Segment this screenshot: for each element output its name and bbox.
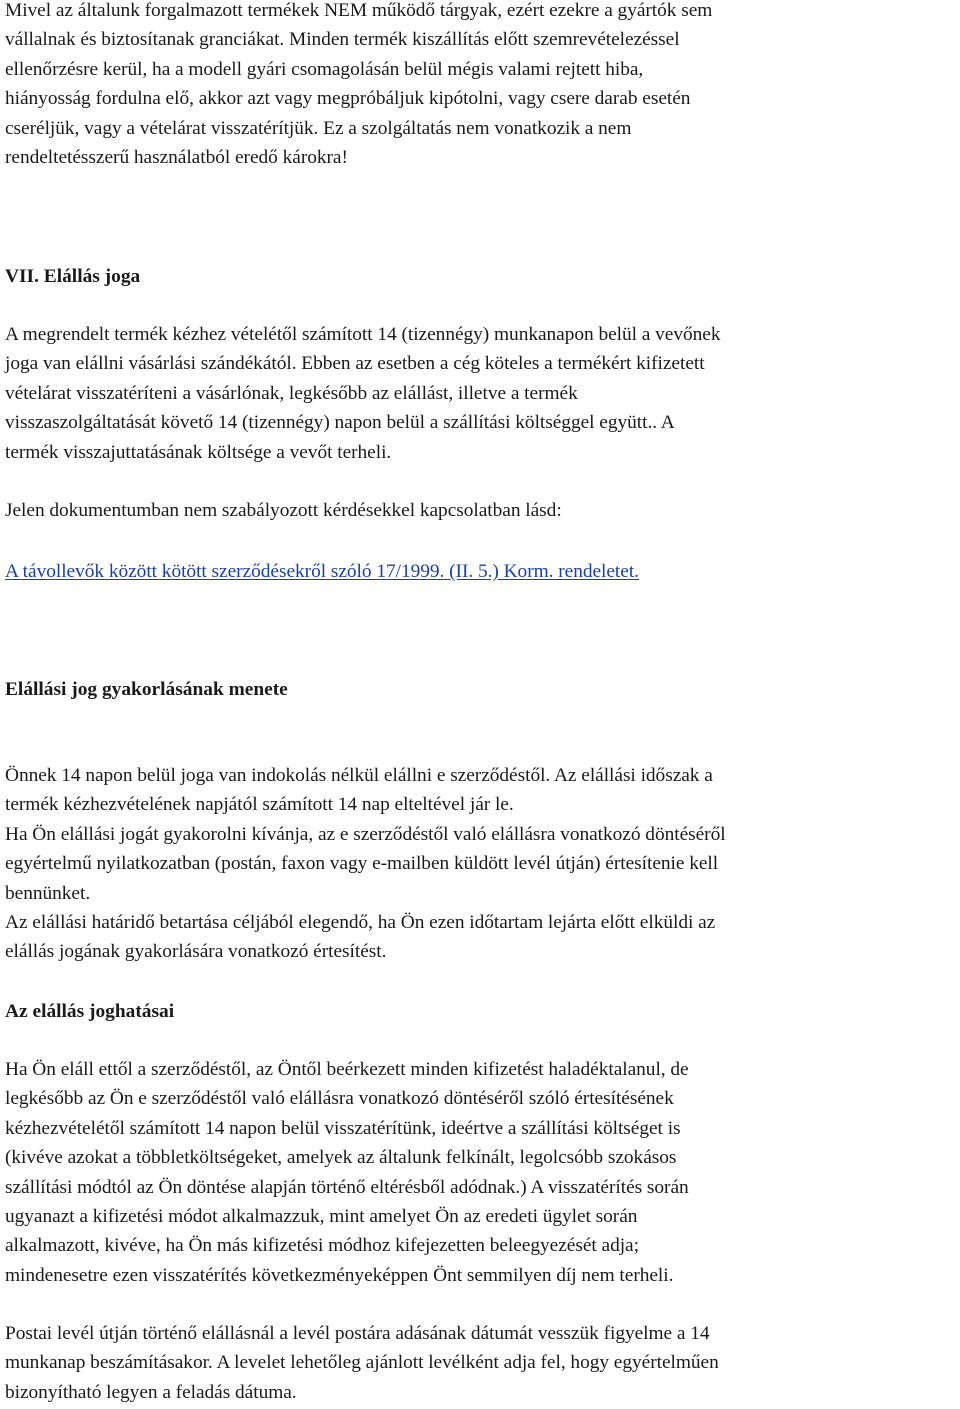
process-line: elállás jogának gyakorlására vonatkozó értesítést.	[5, 941, 387, 963]
effects-line: alkalmazott, kivéve, ha Ön más kifizetési módhoz kifejezetten beleegyezését adja;	[5, 1235, 639, 1257]
section-vii-line: termék visszajuttatásának költsége a vevőt terheli.	[5, 441, 392, 463]
effects-line: legkésőbb az Ön e szerződéstől való elállásra vonatkozó döntéséről szóló értesítésének	[5, 1088, 674, 1110]
effects-heading: Az elállás joghatásai	[5, 1001, 175, 1022]
postal-paragraph	[5, 1319, 960, 1407]
process-line: bennünket.	[5, 882, 91, 904]
effects-line: Ha Ön eláll ettől a szerződéstől, az Öntől beérkezett minden kifizetést haladéktalanul, de	[5, 1059, 689, 1080]
intro-line: ellenőrzésre kerül, ha a modell gyári csomagolásán belül mégis valami rejtett hiba,	[5, 58, 644, 80]
section-vii-heading: VII. Elállás joga	[5, 266, 141, 287]
intro-paragraph	[5, 0, 960, 172]
section-vii-paragraph	[5, 320, 960, 467]
section-vii-line: vételárat visszatéríteni a vásárlónak, legkésőbb az elállást, illetve a termék	[5, 382, 578, 404]
effects-line: ugyanazt a kifizetési módot alkalmazzuk, mint amelyet Ön az eredeti ügylet során	[5, 1206, 638, 1228]
section-vii-line: joga van elállni vásárlási szándékától. Ebben az esetben a cég köteles a termékért kifizetett	[5, 353, 705, 375]
postal-line: munkanap beszámításakor. A levelet lehetőleg ajánlott levélként adja fel, hogy egyértelműen	[5, 1352, 719, 1374]
intro-line: Mivel az általunk forgalmazott termékek NEM működő tárgyak, ezért ezekre a gyártók sem	[5, 0, 713, 21]
process-line: Önnek 14 napon belül joga van indokolás nélkül elállni e szerződéstől. Az elállási időszak a	[5, 765, 713, 786]
postal-line: Postai levél útján történő elállásnál a levél postára adásának dátumát vesszük figyelme a 14	[5, 1323, 710, 1344]
process-paragraph	[5, 761, 960, 967]
reference-text: Jelen dokumentumban nem szabályozott kérdésekkel kapcsolatban lásd:	[5, 500, 562, 521]
section-vii-line: visszaszolgáltatását követő 14 (tizennégy) napon belül a szállítási költséggel együtt.. A	[5, 412, 675, 434]
effects-line: szállítási módtól az Ön döntése alapján történő eltérésből adódnak.) A visszatérítés során	[5, 1176, 689, 1198]
process-line: egyértelmű nyilatkozatban (postán, faxon vagy e-mailben küldött levél útján) értesítenie kell	[5, 853, 719, 875]
postal-line: bizonyítható legyen a feladás dátuma.	[5, 1381, 297, 1403]
intro-line: cseréljük, vagy a vételárat visszatérítjük. Ez a szolgáltatás nem vonatkozik a nem	[5, 117, 632, 139]
process-heading: Elállási jog gyakorlásának menete	[5, 679, 288, 700]
section-vii-line: A megrendelt termék kézhez vételétől számított 14 (tizennégy) munkanapon belül a vevőnek	[5, 324, 721, 345]
process-line: Az elállási határidő betartása céljából elegendő, ha Ön ezen időtartam lejárta előtt elküldi az	[5, 912, 716, 934]
effects-line: (kivéve azokat a többletköltségeket, amelyek az általunk felkínált, legolcsóbb szokásos	[5, 1147, 677, 1169]
intro-line: vállalnak és biztosítanak granciákat. Minden termék kiszállítás előtt szemrevételezéssel	[5, 29, 680, 51]
process-line: termék kézhezvételének napjától számított 14 nap elteltével jár le.	[5, 794, 514, 816]
reference-link-row	[5, 557, 960, 586]
decree-link[interactable]: A távollevők között kötött szerződésekről szóló 17/1999. (II. 5.) Korm. rendeletet.	[5, 561, 639, 582]
intro-line: rendeltetésszerű használatból eredő károkra!	[5, 147, 348, 169]
effects-line: mindenesetre ezen visszatérítés következményeképpen Önt semmilyen díj nem terheli.	[5, 1264, 674, 1286]
intro-line: hiányosság fordulna elő, akkor azt vagy megpróbáljuk kipótolni, vagy csere darab esetén	[5, 88, 691, 110]
effects-paragraph	[5, 1055, 960, 1290]
process-line: Ha Ön elállási jogát gyakorolni kívánja, az e szerződéstől való elállásra vonatkozó döntéséről	[5, 823, 726, 845]
effects-line: kézhezvételétől számított 14 napon belül visszatérítünk, ideértve a szállítási költséget is	[5, 1117, 681, 1139]
